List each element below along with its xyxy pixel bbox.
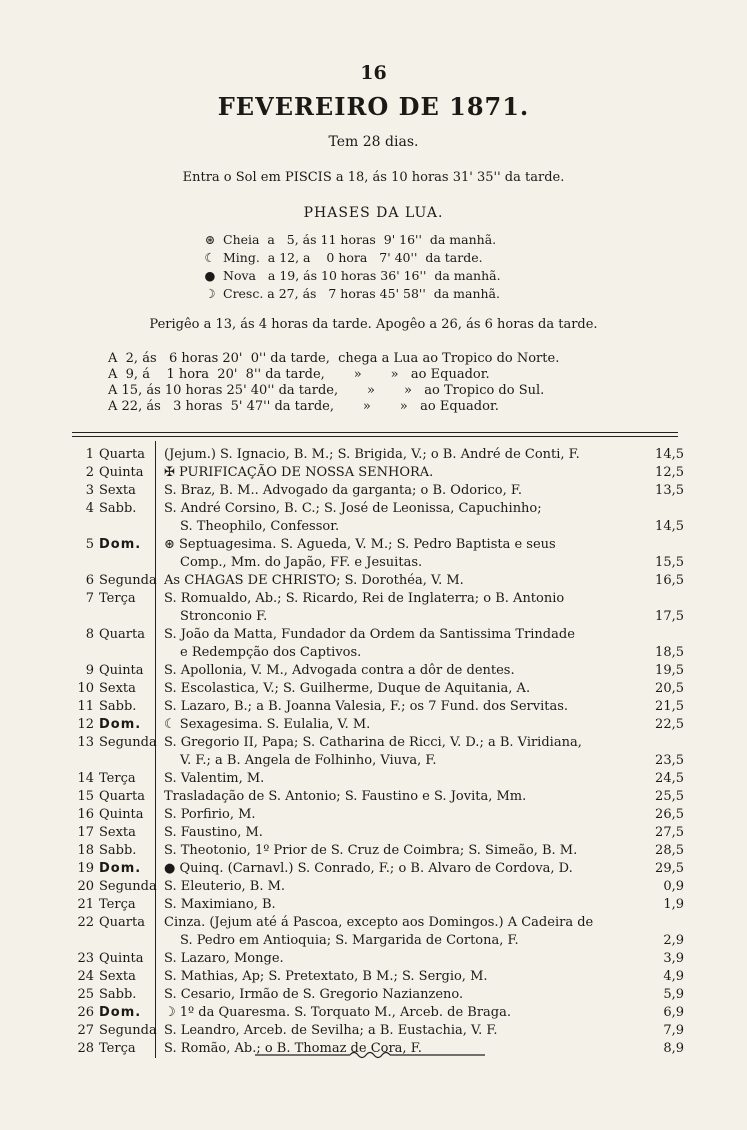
weekday: Dom. — [99, 1005, 142, 1020]
day-number: 10 — [77, 681, 94, 696]
table-row — [72, 1022, 684, 1040]
sun-entry: Entra o Sol em PISCIS a 18, ás 10 horas 31' 35'' da tarde. — [182, 170, 565, 185]
page-number: 16 — [360, 62, 387, 84]
tropic-line: A 22, ás 3 horas 5' 47'' da tarde, » » ao Equador. — [108, 399, 499, 414]
weekday: Segunda — [99, 879, 157, 894]
weekday: Dom. — [99, 537, 142, 552]
table-row — [72, 806, 684, 824]
moon-phase-full: ⊛ Cheia a 5, ás 11 horas 9' 16'' da manhã. — [204, 232, 497, 247]
saints-text: As CHAGAS DE CHRISTO; S. Dorothéa, V. M. — [164, 573, 464, 588]
saints-text-continuation: S. Theophilo, Confessor. — [180, 519, 340, 534]
age-value: 3,9 — [663, 951, 684, 966]
table-top-rule — [72, 436, 678, 437]
weekday: Terça — [99, 771, 136, 786]
saints-text: S. Romão, Ab.; o B. Thomaz de Cora, F. — [164, 1041, 422, 1056]
new-moon-icon: ● — [204, 268, 216, 283]
table-row — [72, 464, 684, 482]
day-number: 8 — [85, 627, 94, 642]
ornament-divider — [255, 1050, 485, 1060]
moon-phase-waxing: ☽ Cresc. a 27, ás 7 horas 45' 58'' da manhã. — [204, 286, 500, 301]
table-row — [72, 500, 684, 518]
saints-text: S. Leandro, Arceb. de Sevilha; a B. Eustachia, V. F. — [164, 1023, 498, 1038]
day-number: 4 — [85, 501, 94, 516]
saints-text: Cinza. (Jejum até á Pascoa, excepto aos Domingos.) A Cadeira de — [164, 915, 594, 930]
day-number: 11 — [77, 699, 94, 714]
age-value: 6,9 — [663, 1005, 684, 1020]
table-row — [72, 914, 684, 932]
age-value: 16,5 — [655, 573, 684, 588]
table-row — [72, 572, 684, 590]
saints-text: S. Theotonio, 1º Prior de S. Cruz de Coimbra; S. Simeão, B. M. — [164, 843, 578, 858]
weekday: Dom. — [99, 717, 142, 732]
saints-text: S. Escolastica, V.; S. Guilherme, Duque de Aquitania, A. — [164, 681, 531, 696]
weekday: Quarta — [99, 447, 145, 462]
weekday: Segunda — [99, 735, 157, 750]
age-value: 22,5 — [655, 717, 684, 732]
table-row — [72, 860, 684, 878]
table-row — [72, 662, 684, 680]
age-value: 19,5 — [655, 663, 684, 678]
saints-text: S. João da Matta, Fundador da Ordem da Santissima Trindade — [164, 627, 575, 642]
age-value: 29,5 — [655, 861, 684, 876]
weekday: Quinta — [99, 951, 144, 966]
waxing-moon-icon: ☽ — [204, 286, 216, 301]
moon-phase-new: ● Nova a 19, ás 10 horas 36' 16'' da manhã. — [204, 268, 501, 283]
table-row — [72, 986, 684, 1004]
age-value: 14,5 — [655, 519, 684, 534]
tropic-line: A 15, ás 10 horas 25' 40'' da tarde, » » ao Tropico do Sul. — [108, 383, 545, 398]
table-row — [72, 950, 684, 968]
age-value: 4,9 — [663, 969, 684, 984]
age-value: 23,5 — [655, 753, 684, 768]
table-row — [72, 878, 684, 896]
day-number: 7 — [85, 591, 94, 606]
day-number: 5 — [85, 537, 94, 552]
day-number: 2 — [85, 465, 94, 480]
saints-text: ✠ PURIFICAÇÃO DE NOSSA SENHORA. — [164, 465, 434, 480]
page-title: FEVEREIRO DE 1871. — [217, 92, 530, 121]
saints-text: S. Faustino, M. — [164, 825, 263, 840]
age-value: 8,9 — [663, 1041, 684, 1056]
weekday: Quarta — [99, 627, 145, 642]
day-number: 15 — [77, 789, 94, 804]
table-row — [72, 536, 684, 554]
age-value: 18,5 — [655, 645, 684, 660]
age-value: 17,5 — [655, 609, 684, 624]
saints-text: S. Gregorio II, Papa; S. Catharina de Ricci, V. D.; a B. Viridiana, — [164, 735, 582, 750]
weekday: Sabb. — [99, 843, 137, 858]
saints-text: Trasladação de S. Antonio; S. Faustino e S. Jovita, Mm. — [164, 789, 527, 804]
waning-moon-icon: ☾ — [204, 250, 216, 265]
saints-text: ⊛ Septuagesima. S. Agueda, V. M.; S. Pedro Baptista e seus — [164, 537, 556, 552]
day-number: 27 — [77, 1023, 94, 1038]
age-value: 12,5 — [655, 465, 684, 480]
full-moon-icon: ⊛ — [204, 232, 216, 247]
age-value: 20,5 — [655, 681, 684, 696]
weekday: Terça — [99, 897, 136, 912]
day-number: 9 — [85, 663, 94, 678]
saints-text-continuation: Comp., Mm. do Japão, FF. e Jesuitas. — [180, 555, 423, 570]
day-number: 14 — [77, 771, 94, 786]
moon-phase-waning: ☾ Ming. a 12, a 0 hora 7' 40'' da tarde. — [204, 250, 483, 265]
table-row — [72, 446, 684, 464]
saints-text-continuation: e Redempção dos Captivos. — [180, 645, 362, 660]
saints-text: ● Quinq. (Carnavl.) S. Conrado, F.; o B. Alvaro de Cordova, D. — [164, 861, 573, 876]
weekday: Sexta — [99, 969, 136, 984]
age-value: 5,9 — [663, 987, 684, 1002]
age-value: 21,5 — [655, 699, 684, 714]
weekday: Sabb. — [99, 699, 137, 714]
saints-text: S. Lazaro, B.; a B. Joanna Valesia, F.; os 7 Fund. dos Servitas. — [164, 699, 569, 714]
saints-text: ☽ 1º da Quaresma. S. Torquato M., Arceb. de Braga. — [164, 1005, 511, 1020]
table-row — [72, 716, 684, 734]
saints-text: S. Apollonia, V. M., Advogada contra a dôr de dentes. — [164, 663, 515, 678]
day-number: 17 — [77, 825, 94, 840]
age-value: 24,5 — [655, 771, 684, 786]
age-value: 15,5 — [655, 555, 684, 570]
day-number: 19 — [77, 861, 94, 876]
table-row — [72, 626, 684, 644]
weekday: Terça — [99, 1041, 136, 1056]
saints-text: S. Romualdo, Ab.; S. Ricardo, Rei de Inglaterra; o B. Antonio — [164, 591, 565, 606]
day-number: 13 — [77, 735, 94, 750]
table-top-rule — [72, 432, 678, 433]
age-value: 25,5 — [655, 789, 684, 804]
saints-text: ☾ Sexagesima. S. Eulalia, V. M. — [164, 717, 371, 732]
day-number: 1 — [85, 447, 94, 462]
table-row — [72, 788, 684, 806]
saints-text-continuation: Stronconio F. — [180, 609, 268, 624]
saints-text: S. Mathias, Ap; S. Pretextato, B M.; S. Sergio, M. — [164, 969, 488, 984]
table-row — [72, 896, 684, 914]
moon-phases-title: PHASES DA LUA. — [303, 205, 444, 221]
saints-text: S. André Corsino, B. C.; S. José de Leonissa, Capuchinho; — [164, 501, 542, 516]
day-number: 12 — [77, 717, 94, 732]
weekday: Quarta — [99, 789, 145, 804]
day-number: 28 — [77, 1041, 94, 1056]
day-number: 21 — [77, 897, 94, 912]
saints-text: S. Porfirio, M. — [164, 807, 256, 822]
saints-text: (Jejum.) S. Ignacio, B. M.; S. Brigida, V.; o B. André de Conti, F. — [164, 447, 580, 462]
table-row — [72, 734, 684, 752]
weekday: Segunda — [99, 1023, 157, 1038]
saints-text: S. Maximiano, B. — [164, 897, 276, 912]
saints-text-continuation: V. F.; a B. Angela de Folhinho, Viuva, F. — [180, 753, 437, 768]
day-number: 22 — [77, 915, 94, 930]
weekday: Sabb. — [99, 501, 137, 516]
day-number: 16 — [77, 807, 94, 822]
age-value: 13,5 — [655, 483, 684, 498]
age-value: 2,9 — [663, 933, 684, 948]
tropic-line: A 2, ás 6 horas 20' 0'' da tarde, chega a Lua ao Tropico do Norte. — [108, 351, 560, 366]
day-number: 23 — [77, 951, 94, 966]
weekday: Dom. — [99, 861, 142, 876]
age-value: 7,9 — [663, 1023, 684, 1038]
day-number: 6 — [85, 573, 94, 588]
weekday: Quarta — [99, 915, 145, 930]
day-number: 20 — [77, 879, 94, 894]
table-row — [72, 482, 684, 500]
tropic-line: A 9, á 1 hora 20' 8'' da tarde, » » ao Equador. — [108, 367, 490, 382]
saints-text: S. Lazaro, Monge. — [164, 951, 284, 966]
day-number: 26 — [77, 1005, 94, 1020]
perigee-apogee: Perigêo a 13, ás 4 horas da tarde. Apogêo a 26, ás 6 horas da tarde. — [149, 317, 598, 332]
table-row — [72, 770, 684, 788]
age-value: 28,5 — [655, 843, 684, 858]
table-row — [72, 824, 684, 842]
age-value: 27,5 — [655, 825, 684, 840]
weekday: Quinta — [99, 465, 144, 480]
day-number: 25 — [77, 987, 94, 1002]
table-row — [72, 590, 684, 608]
day-number: 3 — [85, 483, 94, 498]
day-number: 18 — [77, 843, 94, 858]
table-row — [72, 680, 684, 698]
weekday: Sexta — [99, 681, 136, 696]
saints-text: S. Eleuterio, B. M. — [164, 879, 286, 894]
days-count: Tem 28 dias. — [328, 134, 419, 150]
day-number: 24 — [77, 969, 94, 984]
weekday: Sabb. — [99, 987, 137, 1002]
table-row — [72, 968, 684, 986]
age-value: 14,5 — [655, 447, 684, 462]
age-value: 1,9 — [663, 897, 684, 912]
table-row — [72, 698, 684, 716]
weekday: Quinta — [99, 663, 144, 678]
weekday: Terça — [99, 591, 136, 606]
table-row — [72, 1004, 684, 1022]
age-value: 26,5 — [655, 807, 684, 822]
age-value: 0,9 — [663, 879, 684, 894]
table-row — [72, 842, 684, 860]
saints-text-continuation: S. Pedro em Antioquia; S. Margarida de Cortona, F. — [180, 933, 519, 948]
weekday: Quinta — [99, 807, 144, 822]
saints-text: S. Braz, B. M.. Advogado da garganta; o B. Odorico, F. — [164, 483, 522, 498]
saints-text: S. Cesario, Irmão de S. Gregorio Nazianzeno. — [164, 987, 464, 1002]
weekday: Sexta — [99, 483, 136, 498]
weekday: Segunda — [99, 573, 157, 588]
saints-text: S. Valentim, M. — [164, 771, 265, 786]
weekday: Sexta — [99, 825, 136, 840]
